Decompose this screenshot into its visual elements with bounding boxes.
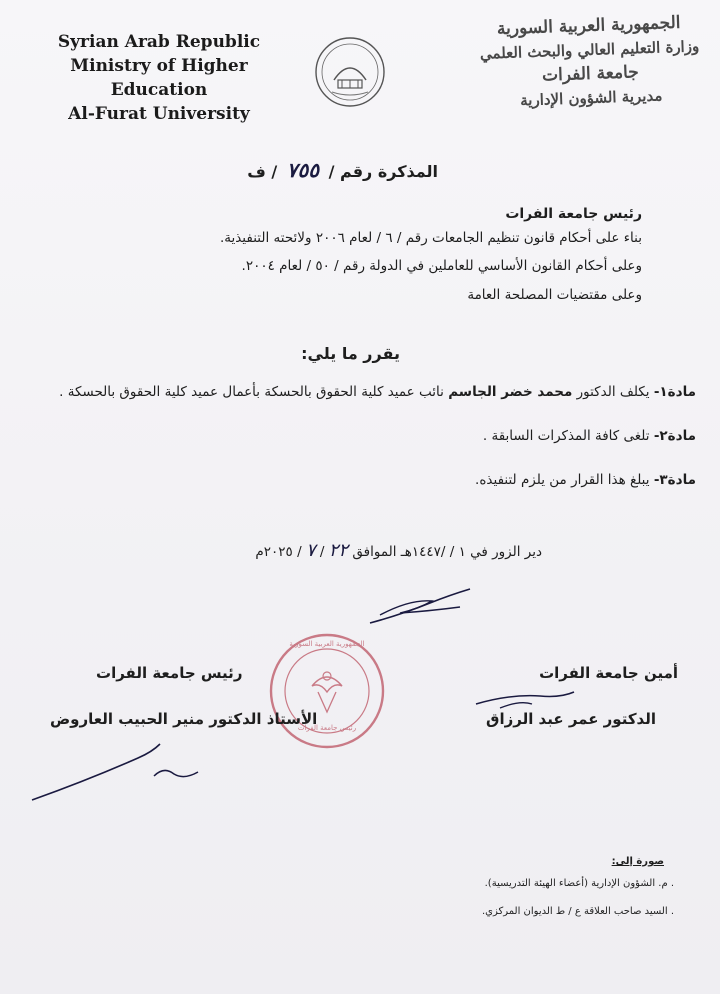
memo-number-line (247, 158, 438, 182)
article-2-text: تلغى كافة المذكرات السابقة . (482, 428, 650, 444)
left-signatory-title: رئيس جامعة الفرات (96, 664, 243, 682)
letterhead-line-ministry: Ministry of Higher Education (70, 56, 248, 100)
university-logo-icon (314, 36, 386, 108)
article-1 (59, 384, 696, 400)
side-watermark (704, 860, 718, 980)
copies-line-1: . م. الشؤون الإدارية (أعضاء الهيئة التدريسية). (484, 878, 674, 889)
ar-letterhead-line-country: الجمهورية العربية السورية (496, 12, 681, 40)
right-signature-icon (470, 690, 580, 730)
ar-letterhead-line-university: جامعة الفرات (541, 62, 640, 86)
article-3 (475, 472, 696, 488)
arabic-letterhead (478, 10, 701, 114)
letterhead-line-country: Syrian Arab Republic (57, 32, 261, 52)
article-1-text-before: يكلف الدكتور (572, 384, 650, 400)
article-1-text-after: نائب عميد كلية الحقوق بالحسكة بأعمال عميد كلية الحقوق بالحسكة . (59, 384, 449, 400)
memo-suffix: / ف (247, 162, 278, 181)
right-signatory-title: أمين جامعة الفرات (539, 664, 678, 682)
date-year: / ٢٠٢٥م (255, 544, 302, 560)
ar-letterhead-line-directorate: مديرية الشؤون الإدارية (519, 86, 663, 110)
date-line: دير الزور في ١ / /١٤٤٧هـ الموافق ٢٢ / ٧ / ٢٠٢٥م (255, 540, 542, 561)
article-3-label: مادة٣- (653, 472, 696, 488)
date-prefix: دير الزور في ١ / /١٤٤٧هـ الموافق (352, 544, 542, 560)
decision-heading: يقرر ما يلي: (301, 344, 400, 363)
article-3-text: يبلغ هذا القرار من يلزم لتنفيذه. (475, 472, 650, 488)
issuer-title: رئيس جامعة الفرات (505, 206, 642, 222)
preamble-line-2: وعلى أحكام القانون الأساسي للعاملين في الدولة رقم / ٥٠ / لعام ٢٠٠٤. (241, 258, 642, 274)
initial-scribble-icon (360, 585, 480, 630)
article-1-name: محمد خضر الجاسم (448, 384, 573, 400)
english-letterhead (24, 30, 294, 126)
letterhead-line-university: Al-Furat University (68, 104, 250, 124)
seal-outer-text: الجمهورية العربية السورية (289, 640, 365, 648)
right-signatory-name: الدكتور عمر عبد الرزاق (486, 710, 656, 728)
preamble-line-3: وعلى مقتضيات المصلحة العامة (467, 287, 642, 303)
article-2 (483, 428, 696, 444)
copies-heading: صورة إلى: (611, 856, 664, 867)
left-signature-icon (28, 740, 228, 806)
preamble-line-1: بناء على أحكام قانون تنظيم الجامعات رقم / ٦ / لعام ٢٠٠٦ ولائحته التنفيذية. (219, 230, 642, 246)
seal-inner-text: رئيس جامعة الفرات (297, 724, 357, 732)
memo-label: المذكرة رقم / (328, 162, 438, 181)
copies-line-2: . السيد صاحب العلاقة ع / ط الديوان المركزي. (481, 906, 674, 917)
article-2-label: مادة٢- (653, 428, 696, 444)
official-seal-icon (268, 632, 386, 750)
date-month: ٧ (305, 540, 316, 561)
article-1-label: مادة١- (653, 384, 696, 400)
ar-letterhead-line-ministry: وزارة التعليم العالي والبحث العلمي (479, 37, 700, 63)
date-day: ٢٢ (328, 540, 349, 561)
memo-number: ٧٥٥ (286, 158, 320, 182)
left-signatory-name: الأستاذ الدكتور منير الحبيب العاروض (50, 710, 318, 728)
